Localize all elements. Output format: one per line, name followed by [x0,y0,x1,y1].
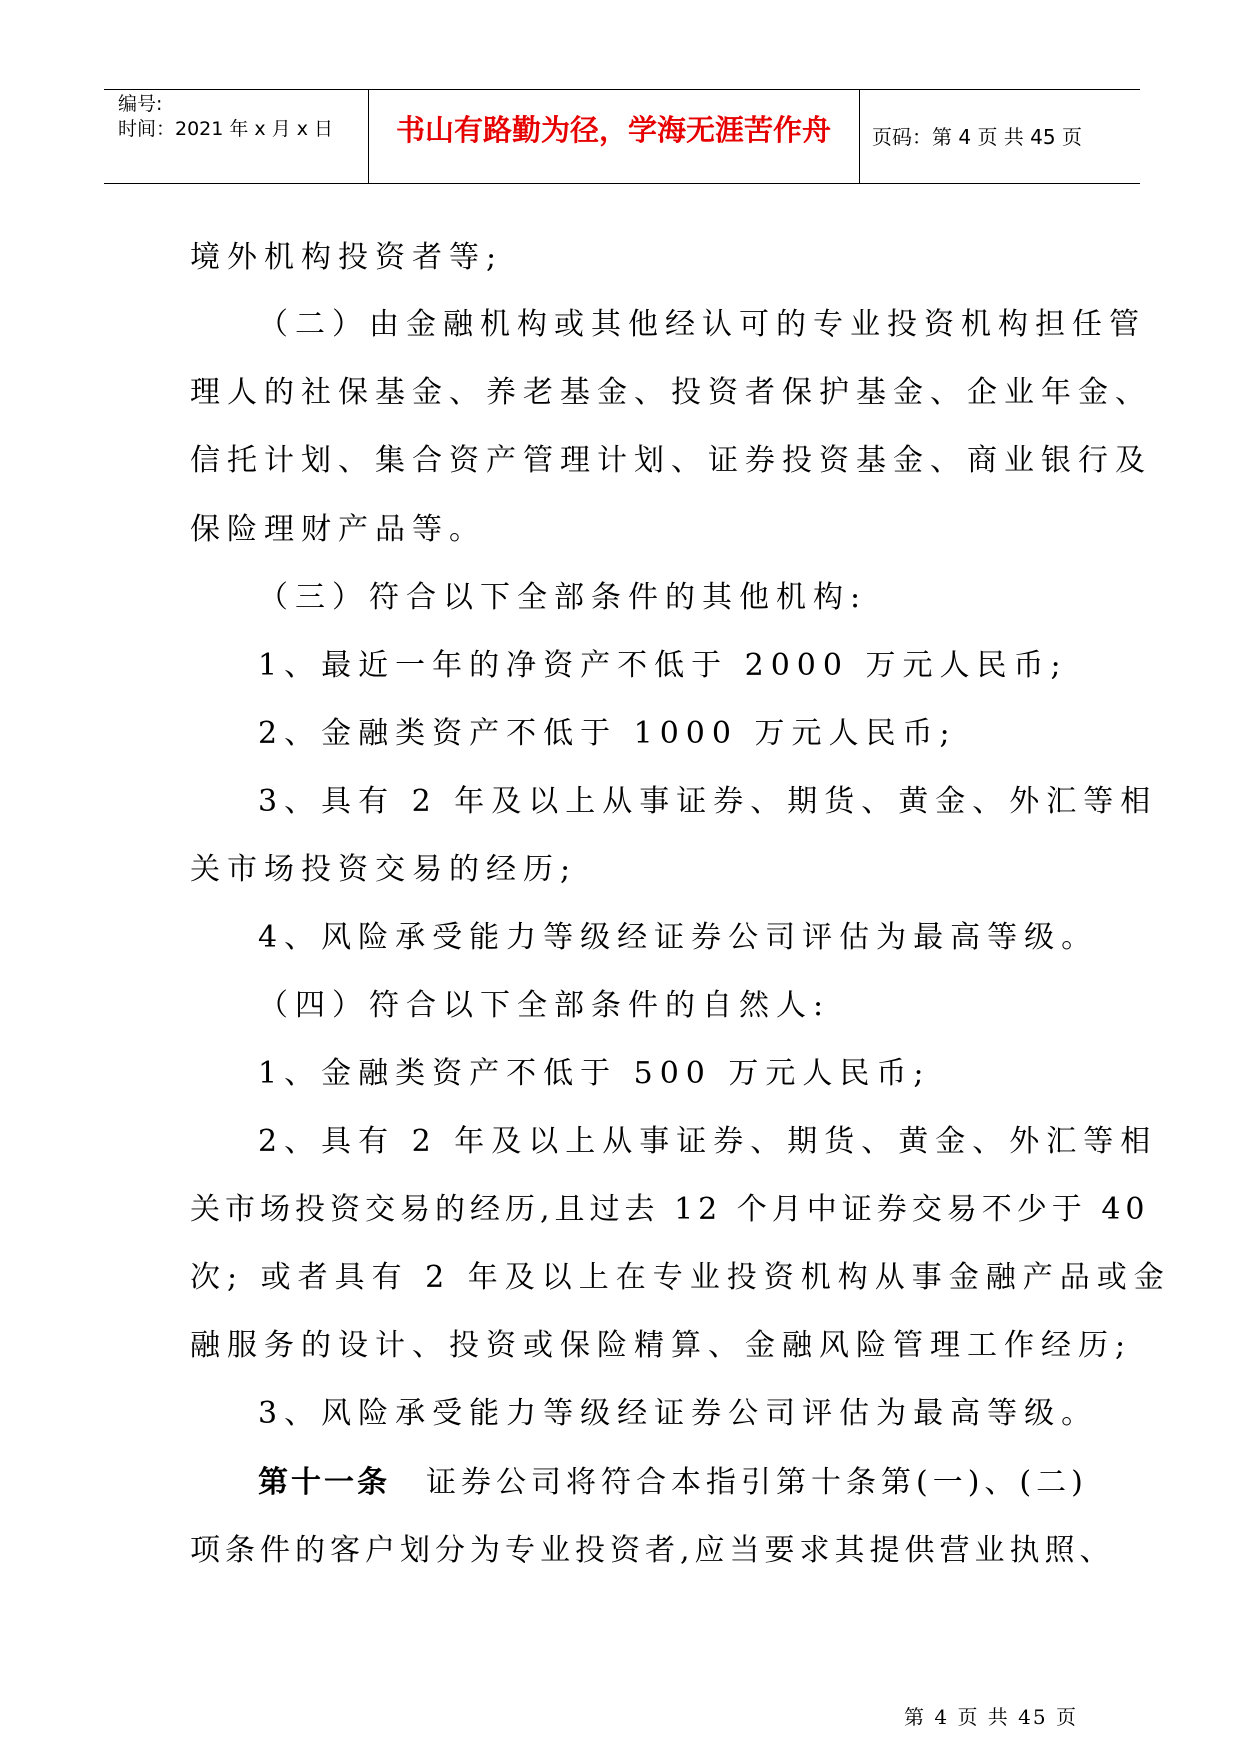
body-line: （四）符合以下全部条件的自然人: [258,988,831,1023]
body-line: 1、最近一年的净资产不低于 2000 万元人民币; [258,648,1068,683]
body-line: 3、风险承受能力等级经证券公司评估为最高等级。 [258,1396,1099,1431]
body-line: 次; 或者具有 2 年及以上在专业投资机构从事金融产品或金 [190,1260,1171,1295]
header-bottom-rule [104,183,1140,184]
body-line: 信托计划、集合资产管理计划、证券投资基金、商业银行及 [190,443,1152,478]
body-line: 融服务的设计、投资或保险精算、金融风险管理工作经历; [190,1328,1133,1363]
header-top-rule [104,89,1140,90]
body-line: 理人的社保基金、养老基金、投资者保护基金、企业年金、 [190,375,1152,410]
header-page-label: 页码：第 4 页 共 45 页 [872,125,1082,149]
article-title: 第十一条 [258,1465,390,1500]
body-line: （三）符合以下全部条件的其他机构: [258,580,868,615]
body-line: 1、金融类资产不低于 500 万元人民币; [258,1056,931,1091]
article-line: 项条件的客户划分为专业投资者,应当要求其提供营业执照、 [190,1533,1115,1568]
body-line: 境外机构投资者等; [190,240,504,275]
header-motto: 书山有路勤为径，学海无涯苦作舟 [395,113,831,147]
body-line: 2、金融类资产不低于 1000 万元人民币; [258,716,957,751]
body-line: 3、具有 2 年及以上从事证券、期货、黄金、外汇等相 [258,784,1158,819]
body-line: 关市场投资交易的经历; [190,852,578,887]
article-line: 证券公司将符合本指引第十条第(一)、(二) [426,1465,1088,1500]
header-info [118,92,333,142]
body-line: （二）由金融机构或其他经认可的专业投资机构担任管 [258,307,1146,342]
body-line: 4、风险承受能力等级经证券公司评估为最高等级。 [258,920,1099,955]
body-line: 关市场投资交易的经历,且过去 12 个月中证券交易不少于 40 [190,1192,1150,1227]
body-line: 2、具有 2 年及以上从事证券、期货、黄金、外汇等相 [258,1124,1158,1159]
header-divider-right [859,89,860,184]
footer-page-number: 第 4 页 共 45 页 [904,1705,1078,1729]
body-line: 保险理财产品等。 [190,512,486,547]
serial-label: 编号: [118,93,163,115]
time-label: 时间：2021 年 x 月 x 日 [118,118,334,140]
